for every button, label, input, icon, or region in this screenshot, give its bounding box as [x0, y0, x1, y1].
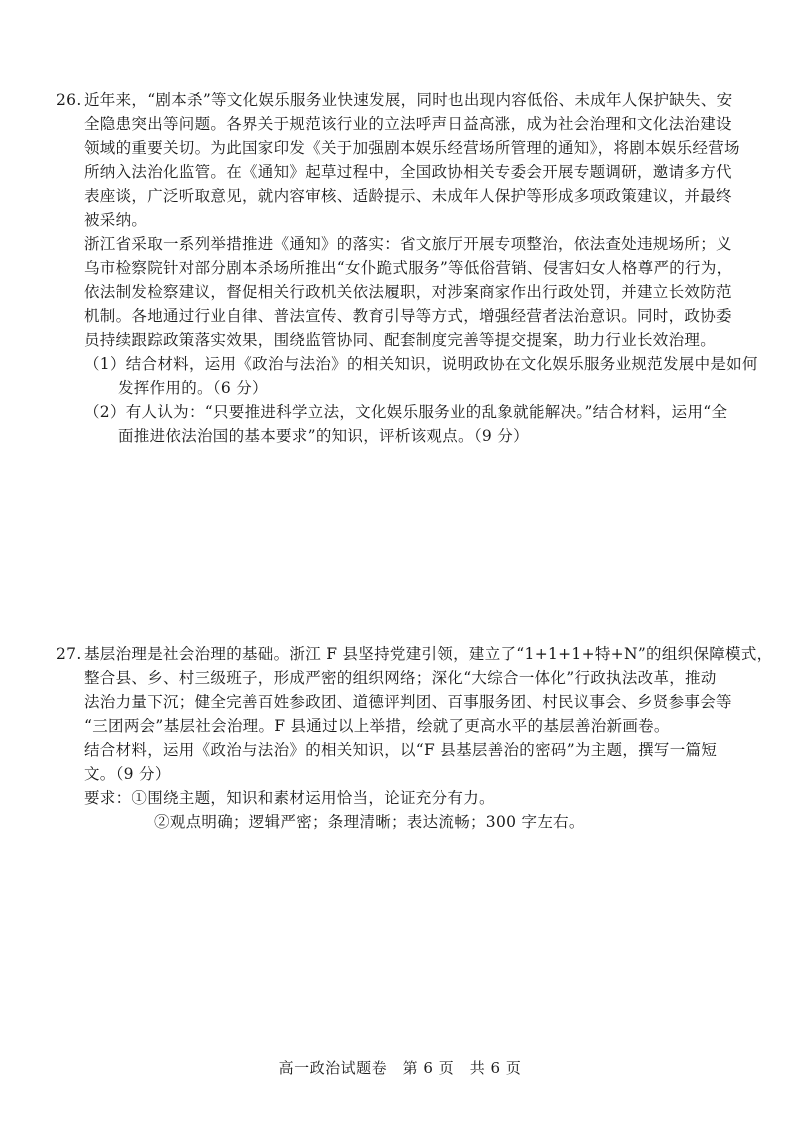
question-number: 27. [56, 645, 82, 663]
sub-question-1-cont: 发挥作用的。（6 分） [118, 379, 268, 397]
question-27-line-1: 27. 基层治理是社会治理的基础。浙江 F 县坚持党建引领，建立了“1+1+1+特+N”的组织保障模式， [56, 642, 756, 666]
question-number: 26. [56, 91, 82, 109]
sub-question-2: （2）有人认为：“只要推进科学立法，文化娱乐服务业的乱象就能解决。”结合材料，运用“全 [84, 403, 728, 421]
question-26-line-5: 表座谈，广泛听取意见，就内容审核、适龄提示、未成年人保护等形成多项政策建议，并最终 [84, 187, 732, 205]
question-26-line-1: 26. 近年来，“剧本杀”等文化娱乐服务业快速发展，同时也出现内容低俗、未成年人保护缺失、安 [56, 88, 756, 112]
question-26-line-7: 浙江省采取一系列举措推进《通知》的落实：省文旅厅开展专项整治，依法查处违规场所；义 [84, 235, 732, 253]
question-26-line-2: 全隐患突出等问题。各界关于规范该行业的立法呼声日益高涨，成为社会治理和文化法治建设 [84, 115, 732, 133]
requirement-1: 要求：①围绕主题，知识和素材运用恰当，论证充分有力。 [84, 789, 495, 807]
question-26-line-8: 乌市检察院针对部分剧本杀场所推出“女仆跪式服务”等低俗营销、侵害妇女人格尊严的行为， [84, 259, 733, 277]
question-27-line-3: 法治力量下沉；健全完善百姓参政团、道德评判团、百事服务团、村民议事会、乡贤参事会等 [84, 693, 732, 711]
page-footer: 高一政治试题卷 第 6 页 共 6 页 [278, 1059, 522, 1077]
question-26-line-4: 所纳入法治化监管。在《通知》起草过程中，全国政协相关专委会开展专题调研，邀请多方代 [84, 163, 732, 181]
question-27-line-2: 整合县、乡、村三级班子，形成严密的组织网络；深化“大综合一体化”行政执法改革，推动 [84, 669, 717, 687]
question-26-line-10: 机制。各地通过行业自律、普法宣传、教育引导等方式，增强经营者法治意识。同时，政协委 [84, 307, 732, 325]
sub-question-1: （1）结合材料，运用《政治与法治》的相关知识，说明政协在文化娱乐服务业规范发展中是如何 [84, 355, 758, 373]
question-26-line-6: 被采纳。 [84, 211, 148, 229]
question-27 [56, 642, 773, 834]
requirement-2: ②观点明确；逻辑严密；条理清晰；表达流畅；300 字左右。 [154, 813, 585, 831]
question-26-line-9: 依法制发检察建议，督促相关行政机关依法履职，对涉案商家作出行政处罚，并建立长效防范 [84, 283, 732, 301]
sub-question-2-cont: 面推进依法治国的基本要求”的知识，评析该观点。（9 分） [118, 427, 529, 445]
question-27-line-6: 文。（9 分） [84, 765, 171, 783]
question-26-line-11: 员持续跟踪政策落实效果，围绕监管协同、配套制度完善等提交提案，助力行业长效治理。 [84, 331, 717, 349]
question-26-line-3: 领域的重要关切。为此国家印发《关于加强剧本娱乐经营场所管理的通知》，将剧本娱乐经营场 [84, 139, 740, 157]
question-27-line-5: 结合材料，运用《政治与法治》的相关知识，以“F 县基层善治的密码”为主题，撰写一篇短 [84, 741, 718, 759]
question-26 [56, 88, 756, 448]
question-27-line-4: “三团两会”基层社会治理。F 县通过以上举措，绘就了更高水平的基层善治新画卷。 [84, 717, 670, 735]
